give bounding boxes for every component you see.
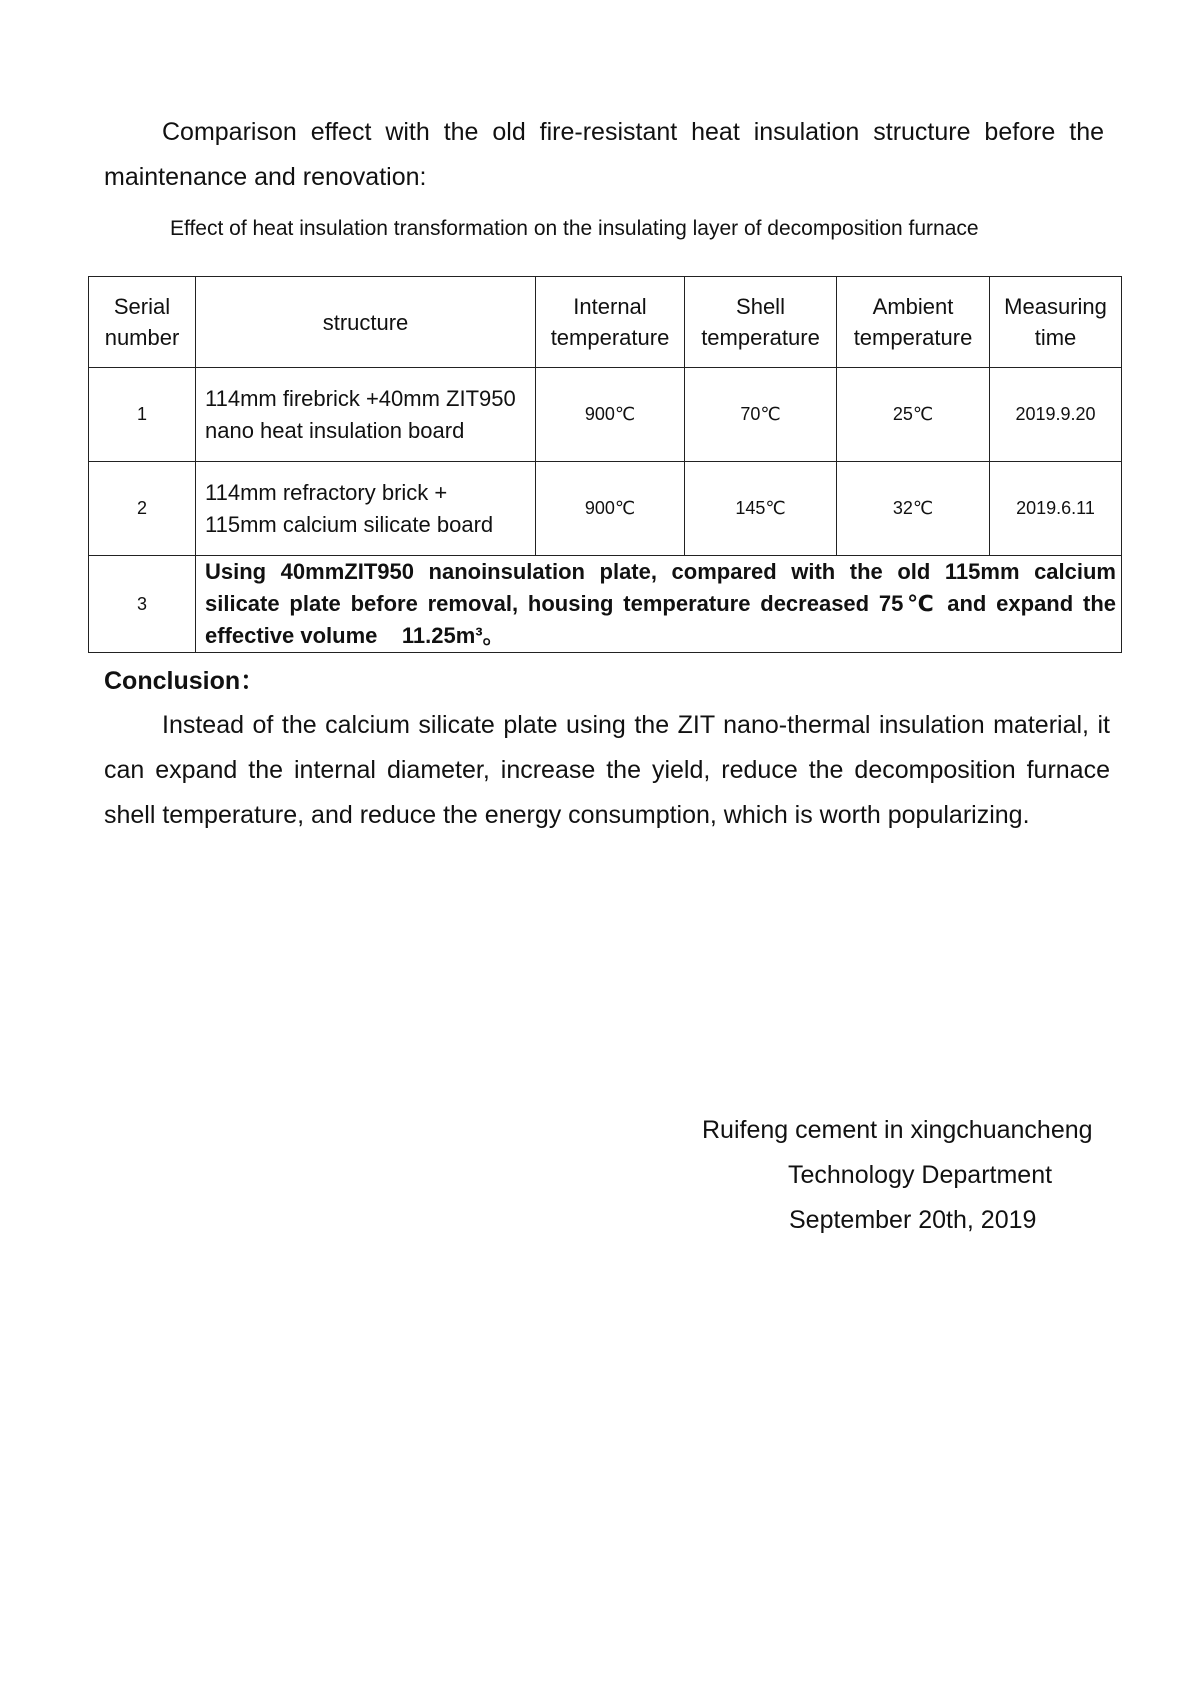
header-shell-temperature: Shell temperature	[685, 277, 837, 368]
intro-paragraph: Comparison effect with the old fire-resistant heat insulation structure before the maintenance and renovation:	[104, 118, 1104, 191]
signature-date: September 20th, 2019	[789, 1206, 1037, 1234]
cell-measuring-time: 2019.9.20	[990, 368, 1122, 462]
cell-structure: 114mm refractory brick + 115mm calcium silicate board	[196, 462, 536, 556]
table-caption: Effect of heat insulation transformation on the insulating layer of decomposition furnace	[170, 217, 979, 240]
comparison-table	[88, 276, 1122, 653]
cell-structure: 114mm firebrick +40mm ZIT950 nano heat insulation board	[196, 368, 536, 462]
table-summary-row	[89, 556, 1122, 653]
header-measuring-time: Measuring time	[990, 277, 1122, 368]
table-header-row	[89, 277, 1122, 368]
cell-ambient-temperature: 25℃	[837, 368, 990, 462]
signature-department: Technology Department	[788, 1161, 1053, 1189]
header-ambient-temperature: Ambient temperature	[837, 277, 990, 368]
effective-volume-value: 11.25m³。	[401, 623, 505, 648]
cell-internal-temperature: 900℃	[536, 462, 685, 556]
cell-ambient-temperature: 32℃	[837, 462, 990, 556]
conclusion-paragraph: Instead of the calcium silicate plate using the ZIT nano-thermal insulation material, it can expand the internal diameter, increase the yield, reduce the decomposition furnace shell temperature, and reduce the energy consumption, which is worth popularizing.	[104, 711, 1110, 829]
table-row	[89, 462, 1122, 556]
cell-summary-text: Using 40mmZIT950 nanoinsulation plate, compared with the old 115mm calcium silicate plate before removal, housing temperature decreased 75℃ and expand the effective volume 11.25m³。	[196, 556, 1122, 653]
table-row	[89, 368, 1122, 462]
signature-company: Ruifeng cement in xingchuancheng	[702, 1116, 1093, 1144]
header-structure: structure	[196, 277, 536, 368]
conclusion-heading: Conclusion：	[104, 667, 266, 695]
cell-shell-temperature: 70℃	[685, 368, 837, 462]
cell-measuring-time: 2019.6.11	[990, 462, 1122, 556]
cell-serial: 3	[89, 556, 196, 653]
cell-serial: 1	[89, 368, 196, 462]
header-serial-number: Serial number	[89, 277, 196, 368]
header-internal-temperature: Internal temperature	[536, 277, 685, 368]
cell-shell-temperature: 145℃	[685, 462, 837, 556]
cell-internal-temperature: 900℃	[536, 368, 685, 462]
cell-serial: 2	[89, 462, 196, 556]
